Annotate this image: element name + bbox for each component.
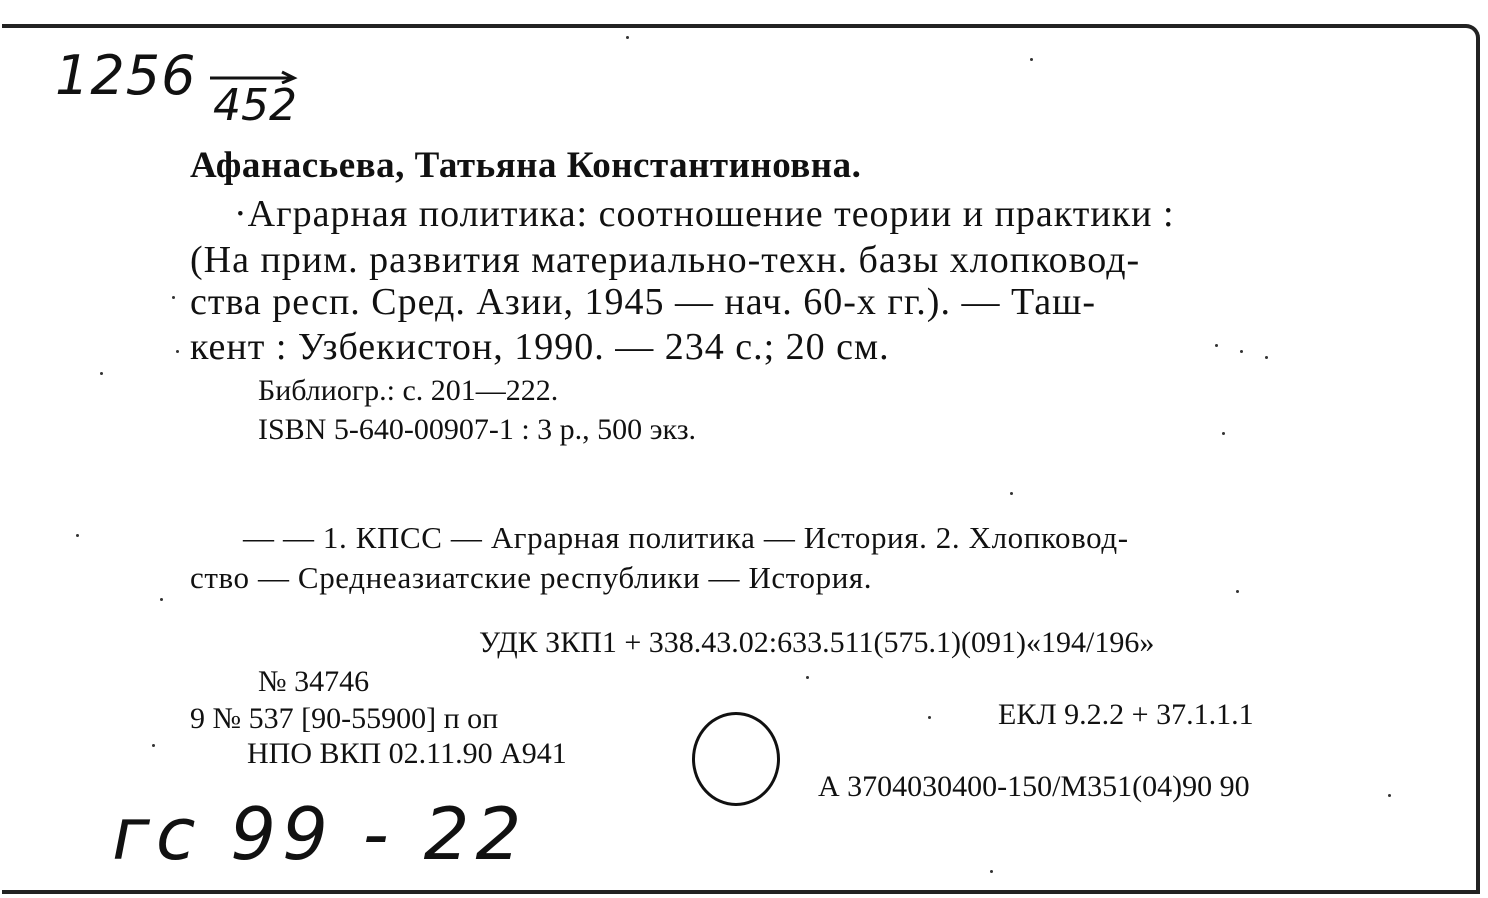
npo-line: НПО ВКП 02.11.90 А941 <box>247 737 567 770</box>
speck <box>1030 58 1033 61</box>
speck <box>1215 344 1218 347</box>
speck <box>152 744 155 747</box>
price-code: А 3704030400-150/М351(04)90 90 <box>818 770 1250 803</box>
description-line: ства респ. Сред. Азии, 1945 — нач. 60-х гг.). — Таш- <box>190 281 1096 323</box>
ekl-code: ЕКЛ 9.2.2 + 37.1.1.1 <box>998 698 1254 731</box>
speck <box>1388 794 1391 797</box>
speck <box>626 36 629 39</box>
speck <box>1236 590 1239 593</box>
handwritten-subnumber: 452 <box>213 80 297 131</box>
circle-mark <box>692 712 780 806</box>
speck <box>990 870 993 873</box>
handwritten-shelf-mark: гс 99 - 22 <box>112 792 528 876</box>
speck <box>1222 432 1225 435</box>
speck <box>1265 356 1268 359</box>
speck <box>160 598 163 601</box>
speck <box>1240 350 1243 353</box>
speck <box>76 534 79 537</box>
description-line: ·Аграрная политика: соотношение теории и практики : <box>234 193 1175 235</box>
subject-line: ство — Среднеазиатские республики — История. <box>190 560 873 595</box>
speck <box>1010 492 1013 495</box>
speck <box>100 372 103 375</box>
subject-line: — — 1. КПСС — Аграрная политика — История. 2. Хлопковод- <box>243 520 1129 555</box>
udk-code: УДК ЗКП1 + 338.43.02:633.511(575.1)(091)«194/196» <box>479 626 1155 659</box>
speck <box>176 350 179 353</box>
handwritten-number: 1256 <box>55 44 197 107</box>
speck <box>172 296 175 299</box>
speck <box>806 676 809 679</box>
bibliography-note: Библиогр.: с. 201—222. <box>258 374 559 407</box>
isbn-note: ISBN 5-640-00907-1 : 3 р., 500 экз. <box>258 413 697 446</box>
speck <box>928 716 931 719</box>
author-heading: Афанасьева, Татьяна Константиновна. <box>190 145 862 186</box>
order-number: 9 № 537 [90-55900] п оп <box>190 702 499 735</box>
record-number: № 34746 <box>258 665 370 698</box>
description-line: кент : Узбекистон, 1990. — 234 с.; 20 см. <box>190 326 890 368</box>
description-line: (На прим. развития материально-техн. базы хлопковод- <box>190 239 1141 281</box>
